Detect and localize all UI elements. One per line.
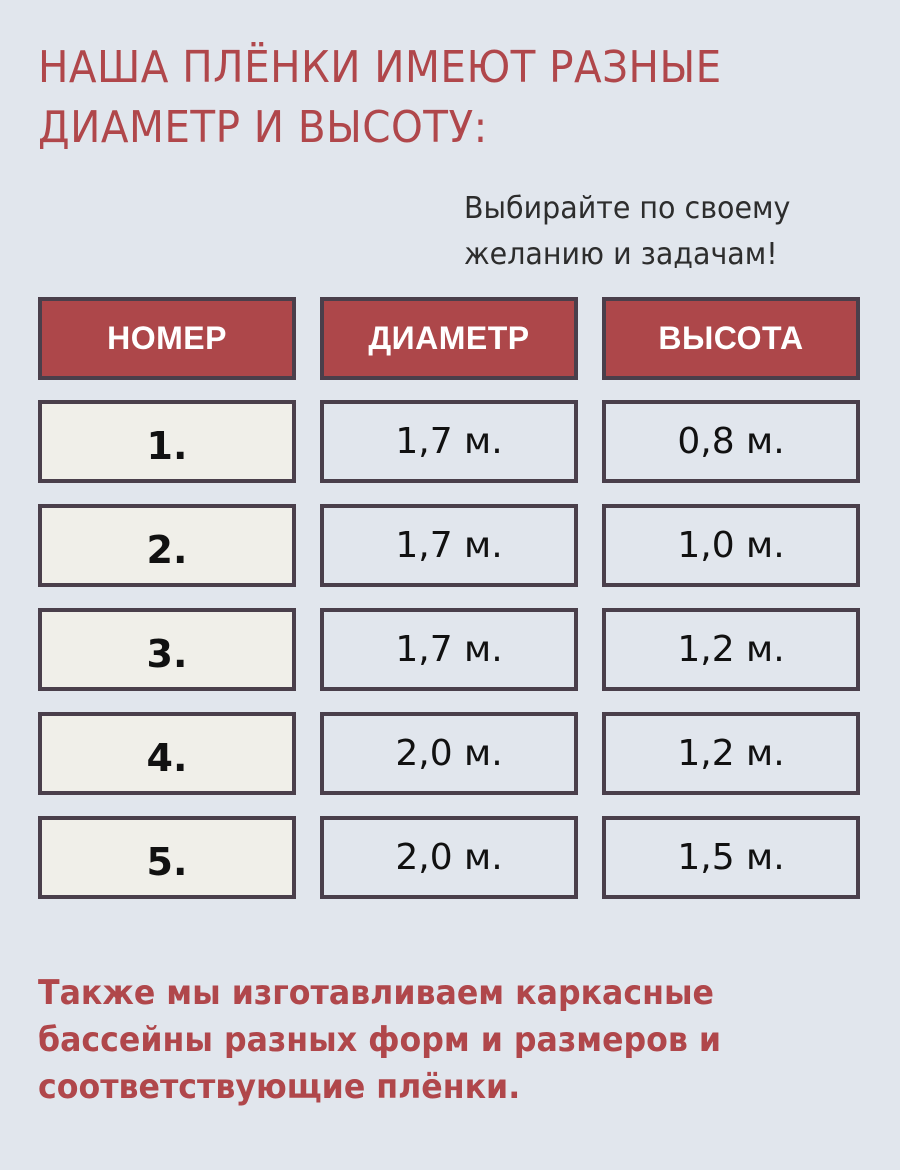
row-diameter: 2,0 м. [320,712,578,795]
table-header-row [38,297,860,380]
table-row [38,608,860,691]
row-height: 1,2 м. [602,712,860,795]
row-number: 5. [38,816,296,899]
table-row [38,712,860,795]
row-number: 4. [38,712,296,795]
row-height: 1,0 м. [602,504,860,587]
row-diameter: 1,7 м. [320,400,578,483]
header-diameter: ДИАМЕТР [320,297,578,380]
row-diameter: 2,0 м. [320,816,578,899]
header-height: ВЫСОТА [602,297,860,380]
row-number: 1. [38,400,296,483]
row-height: 1,2 м. [602,608,860,691]
table-row [38,400,860,483]
row-number: 3. [38,608,296,691]
table-row [38,504,860,587]
row-height: 0,8 м. [602,400,860,483]
header-number: НОМЕР [38,297,296,380]
row-number: 2. [38,504,296,587]
size-table [38,297,860,920]
footer-note: Также мы изготавливаем каркасные бассейны разных форм и размеров и соответствующие плёнки. [38,973,722,1107]
table-row [38,816,860,899]
page-title: НАША ПЛЁНКИ ИМЕЮТ РАЗНЫЕ ДИАМЕТР И ВЫСОТУ: [38,42,722,153]
row-diameter: 1,7 м. [320,504,578,587]
row-height: 1,5 м. [602,816,860,899]
row-diameter: 1,7 м. [320,608,578,691]
subtitle: Выбирайте по своему желанию и задачам! [464,191,791,272]
